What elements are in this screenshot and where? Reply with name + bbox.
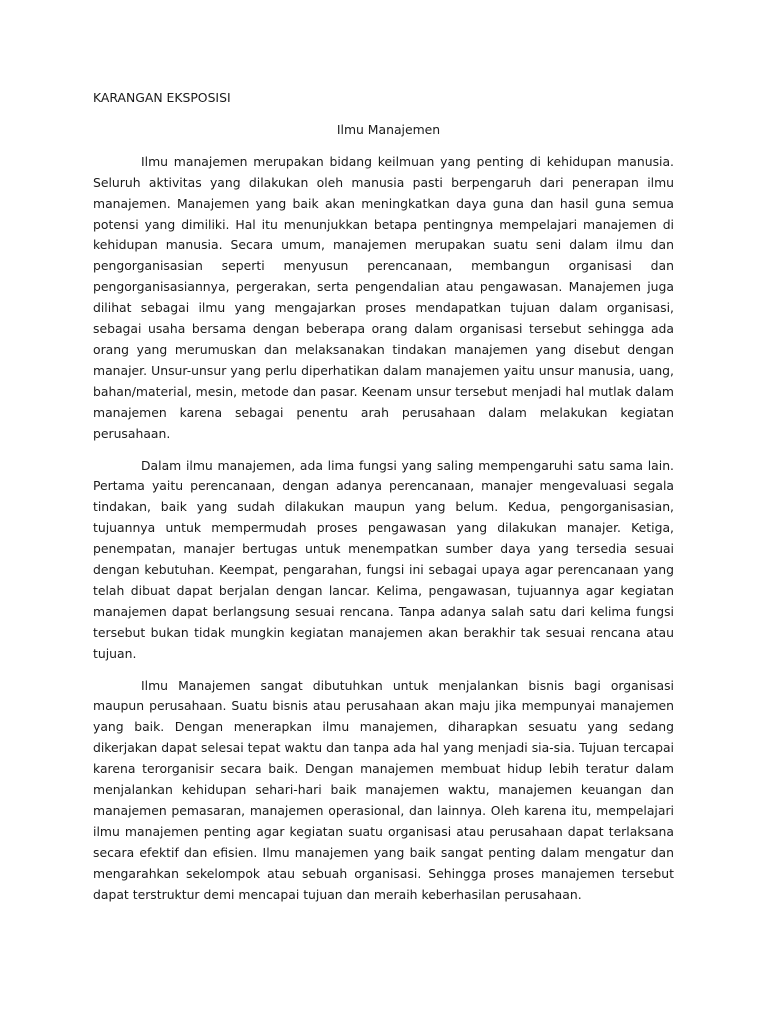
paragraph: Dalam ilmu manajemen, ada lima fungsi yang saling mempengaruhi satu sama lain. Pertama yaitu perencanaan, dengan adanya perencanaan, manajer mengevaluasi segala tindakan, baik yang sudah dilakukan maupun yang belum. Kedua, pengorganisasian, tujuannya untuk mempermudah proses pengawasan yang dilakukan manajer. Ketiga, penempatan, manajer bertugas untuk menempatkan sumber daya yang tersedia sesuai dengan kebutuhan. Keempat, pengarahan, fungsi ini sebagai upaya agar perencanaan yang telah dibuat dapat berjalan dengan lancar. Kelima, pengawasan, tujuannya agar kegiatan manajemen dapat berlangsung sesuai rencana. Tanpa adanya salah satu dari kelima fungsi tersebut bukan tidak mungkin kegiatan manajemen akan berakhir tak sesuai rencana atau tujuan. xyxy=(93,457,674,661)
document-heading: KARANGAN EKSPOSISI xyxy=(93,90,231,105)
document-body xyxy=(93,88,674,917)
document-title: Ilmu Manajemen xyxy=(336,121,441,137)
paragraph: Ilmu manajemen merupakan bidang keilmuan yang penting di kehidupan manusia. Seluruh aktivitas yang dilakukan oleh manusia pasti berpengaruh dari penerapan ilmu manajemen. Manajemen yang baik akan meningkatkan daya guna dan hasil guna semua potensi yang dimiliki. Hal itu menunjukkan betapa pentingnya mempelajari manajemen di kehidupan manusia. Secara umum, manajemen merupakan suatu seni dalam ilmu dan pengorganisasian seperti menyusun perencanaan, membangun organisasi dan pengorganisasiannya, pergerakan, serta pengendalian atau pengawasan. Manajemen juga dilihat sebagai ilmu yang mengajarkan proses mendapatkan tujuan dalam organisasi, sebagai usaha bersama dengan beberapa orang dalam organisasi tersebut sehingga ada orang yang merumuskan dan melaksanakan tindakan manajemen yang disebut dengan manajer. Unsur-unsur yang perlu diperhatikan dalam manajemen yaitu unsur manusia, uang, bahan/material, mesin, metode dan pasar. Keenam unsur tersebut menjadi hal mutlak dalam manajemen karena sebagai penentu arah perusahaan dalam melakukan kegiatan perusahaan. xyxy=(93,153,674,441)
paragraph: Ilmu Manajemen sangat dibutuhkan untuk menjalankan bisnis bagi organisasi maupun perusahaan. Suatu bisnis atau perusahaan akan maju jika mempunyai manajemen yang baik. Dengan menerapkan ilmu manajemen, diharapkan sesuatu yang sedang dikerjakan dapat selesai tepat waktu dan tanpa ada hal yang menjadi sia-sia. Tujuan tercapai karena terorganisir secara baik. Dengan manajemen membuat hidup lebih teratur dalam menjalankan kehidupan sehari-hari baik manajemen waktu, manajemen keuangan dan manajemen pemasaran, manajemen operasional, dan lainnya. Oleh karena itu, mempelajari ilmu manajemen penting agar kegiatan suatu organisasi atau perusahaan dapat terlaksana secara efektif dan efisien. Ilmu manajemen yang baik sangat penting dalam mengatur dan mengarahkan sekelompok atau sebuah organisasi. Sehingga proses manajemen tersebut dapat terstruktur demi mencapai tujuan dan meraih keberhasilan perusahaan. xyxy=(93,677,674,902)
